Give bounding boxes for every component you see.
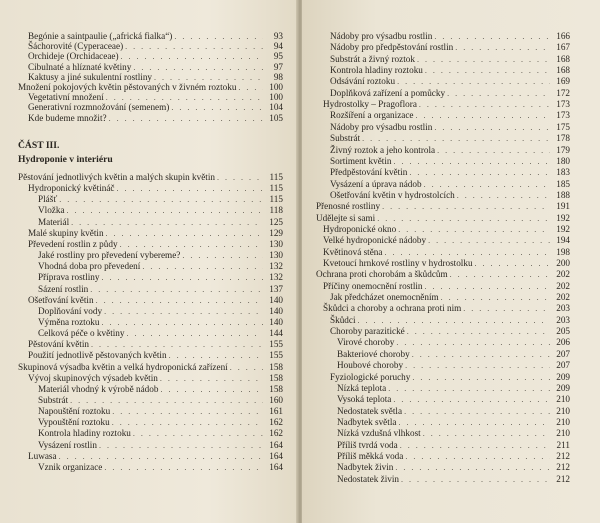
toc-page-number: 200 (556, 258, 570, 268)
toc-entry (337, 359, 570, 371)
toc-entry-title: Udělejte si sami (316, 212, 376, 223)
toc-entry-title: Nádoby pro výsadbu rostlin (330, 31, 433, 41)
toc-entry-title: Nadbytek světla (337, 416, 397, 427)
toc-entry-title: Kaktusy a jiné sukulentní rostliny (28, 71, 153, 82)
toc-entry-title: Nadbytek živin (337, 462, 394, 473)
toc-entry (337, 473, 570, 485)
toc-page-number: 125 (269, 216, 283, 227)
toc-entry-title: Vznik organizace (38, 461, 103, 472)
toc-entry (330, 132, 570, 144)
toc-entry-title: Substrát a živný roztok (330, 53, 415, 64)
toc-entry-title: Fyziologické poruchy (330, 371, 411, 382)
toc-entry-title: Nedostatek světla (337, 405, 403, 416)
toc-page-number: 158 (269, 383, 283, 394)
toc-page-number: 162 (269, 428, 283, 439)
toc-entry (323, 246, 570, 258)
toc-entry-title: Nízká vzdušná vlhkost (337, 428, 421, 439)
toc-page-number: 172 (556, 87, 570, 98)
toc-page-number: 173 (556, 110, 570, 121)
toc-page-number: 209 (556, 382, 570, 393)
toc-page-number: 130 (269, 250, 283, 261)
toc-page-number: 207 (556, 360, 570, 371)
toc-entry-title: Použití jednotlivě pěstovaných květin (28, 350, 167, 361)
toc-entry (330, 189, 570, 201)
toc-page-number: 158 (269, 372, 283, 383)
toc-page-number: 202 (556, 269, 570, 280)
toc-page-number: 212 (556, 450, 570, 461)
toc-entry-title: Kde budeme množit? (28, 112, 107, 123)
toc-page-number: 140 (269, 316, 283, 327)
toc-entry-title: Rozšíření a organizace (330, 110, 414, 121)
toc-entry (323, 302, 570, 314)
toc-entry (337, 439, 570, 451)
toc-page-number: 210 (556, 394, 570, 405)
toc-entry (337, 416, 570, 428)
toc-entry-title: Příliš tvrdá voda (337, 439, 398, 450)
toc-entry-title: Jaké rostliny pro převedení vybereme? (38, 250, 181, 261)
toc-entry-title: Kontrola hladiny roztoku (38, 428, 131, 439)
toc-entry (337, 450, 570, 462)
toc-entry-title: Doplňková zařízení a pomůcky (330, 87, 446, 98)
toc-entry-title: Luwasa (28, 450, 57, 461)
toc-entry (323, 223, 570, 235)
toc-entry (330, 166, 570, 178)
toc-entry (337, 336, 570, 348)
toc-page-number: 205 (556, 326, 570, 337)
toc-entry (316, 268, 570, 280)
toc-page-number: 183 (556, 167, 570, 178)
toc-page-number: 94 (273, 41, 283, 52)
toc-page-number: 175 (556, 121, 570, 132)
toc-entry-title: Vývoj skupinových výsadeb květin (28, 372, 158, 383)
toc-entry-title: Živný roztok a jeho kontrola (330, 144, 436, 155)
toc-entry-title: Doplňování vody (38, 305, 103, 316)
toc-page-number: 166 (556, 31, 570, 41)
toc-entry (330, 41, 570, 53)
toc-page-number: 160 (269, 395, 283, 405)
toc-entry (330, 178, 570, 190)
toc-page-number: 192 (556, 223, 570, 234)
toc-page-number: 132 (269, 272, 283, 283)
toc-entry-title: Hydrostolky – Pragoflora (323, 99, 417, 110)
toc-entry-title: Hydroponický květináč (28, 183, 115, 194)
toc-page-number: 162 (269, 417, 283, 428)
toc-entry (28, 112, 283, 124)
toc-entry-title: Malé skupiny květin (28, 227, 104, 238)
toc-page-number: 115 (269, 172, 283, 182)
toc-entry-title: Nádoby pro předpěstování rostlin (330, 42, 454, 53)
toc-page-number: 185 (556, 178, 570, 189)
toc-entry-title: Plášť (38, 194, 58, 205)
toc-entry-title: Ochrana proti chorobám a škůdcům (316, 269, 448, 280)
toc-page-number: 210 (556, 428, 570, 439)
toc-entry-title: Vysázení rostlin (38, 439, 97, 450)
toc-entry-title: Vypouštění roztoku (38, 417, 110, 428)
toc-page-number: 105 (269, 112, 283, 123)
toc-entry (337, 461, 570, 473)
toc-entry-title: Ošetřování květin v hydrostolcích (330, 189, 455, 200)
part-title: ČÁST III. (18, 140, 60, 151)
toc-entry-title: Výměna roztoku (38, 316, 100, 327)
toc-entry (337, 382, 570, 394)
toc-entry-title: Množení pokojových květin pěstovaných v živném roztoku (18, 82, 237, 92)
toc-page-number: 188 (556, 189, 570, 200)
toc-entry-title: Sázení rostlin (38, 283, 89, 294)
toc-page-number: 144 (269, 328, 283, 339)
toc-entry (38, 461, 283, 473)
toc-entry-title: Materiál vhodný k výrobě nádob (38, 383, 159, 394)
toc-page-number: 178 (556, 133, 570, 144)
toc-page-number: 179 (556, 144, 570, 155)
toc-page-number: 158 (269, 361, 283, 372)
toc-entry-title: Škůdci a choroby a ochrana proti nim (323, 303, 462, 314)
toc-page-number: 194 (556, 235, 570, 246)
toc-entry-title: Celková péče o květiny (38, 328, 125, 339)
toc-page-number: 167 (556, 42, 570, 53)
toc-entry (337, 427, 570, 439)
toc-page-number: 168 (556, 53, 570, 64)
toc-entry-title: Velké hydroponické nádoby (323, 235, 427, 246)
toc-entry-title: Choroby parazitické (330, 326, 405, 337)
toc-entry (330, 75, 570, 87)
toc-page-number: 97 (273, 61, 283, 72)
toc-entry (330, 144, 570, 156)
toc-entry-title: Skupinová výsadba květin a velká hydroponická zařízení (18, 361, 228, 372)
toc-page-number: 155 (269, 339, 283, 350)
toc-entry-title: Houbové choroby (337, 360, 404, 371)
toc-page-number: 203 (556, 303, 570, 314)
toc-page-number: 98 (273, 71, 283, 82)
toc-page-number: 202 (556, 292, 570, 303)
toc-page-number: 169 (556, 76, 570, 87)
toc-entry (330, 53, 570, 65)
toc-page-number: 164 (269, 450, 283, 461)
toc-entry (323, 257, 570, 269)
toc-entry-title: Vysázení a úprava nádob (330, 178, 422, 189)
toc-entry-title: Begónie a saintpaulie („africká fialka“) (28, 31, 173, 41)
toc-page-number: 173 (556, 99, 570, 110)
toc-entry-title: Bakteriové choroby (337, 348, 410, 359)
toc-entry-title: Pěstování jednotlivých květin a malých skupin květin (18, 172, 215, 182)
toc-entry (323, 234, 570, 246)
toc-entry (330, 121, 570, 133)
toc-entry-title: Vhodná doba pro převedení (38, 261, 141, 272)
toc-page-number: 104 (269, 102, 283, 113)
toc-entry-title: Pěstování květin (28, 339, 89, 350)
toc-page-number: 164 (269, 461, 283, 472)
toc-page-number: 137 (269, 283, 283, 294)
toc-page-number: 210 (556, 405, 570, 416)
toc-entry-title: Jak předcházet onemocněním (330, 292, 439, 303)
toc-entry-title: Nádoby pro výsadbu rostlin (330, 121, 433, 132)
toc-entry-title: Předpěstování květin (330, 167, 408, 178)
toc-page-number: 180 (556, 155, 570, 166)
toc-entry-title: Vegetativní množení (28, 92, 104, 103)
toc-page-number: 212 (556, 473, 570, 484)
toc-entry-title: Příčiny onemocnění rostlin (323, 280, 423, 291)
toc-page-number: 115 (269, 194, 283, 205)
toc-entry-title: Vložka (38, 205, 65, 216)
toc-entry-title: Virové choroby (337, 337, 395, 348)
toc-page-number: 168 (556, 65, 570, 76)
toc-entry-title: Přenosné rostliny (316, 201, 381, 212)
toc-entry-title: Cibulnaté a hlíznaté květiny (28, 61, 132, 72)
left-page (0, 0, 298, 523)
toc-entry-title: Substrát (38, 395, 69, 405)
toc-page-number: 198 (556, 246, 570, 257)
toc-page-number: 130 (269, 238, 283, 249)
toc-entry-title: Kontrola hladiny roztoku (330, 65, 423, 76)
toc-entry-title: Substrát (330, 133, 361, 144)
toc-entry-title: Odsávání roztoku (330, 76, 396, 87)
toc-entry-title: Napouštění roztoku (38, 406, 111, 417)
toc-leader-dots (104, 462, 263, 474)
toc-entry-title: Kvetoucí hrnkové rostliny v hydrostolku (323, 258, 473, 268)
toc-entry-title: Příprava rostliny (38, 272, 100, 283)
toc-page-number: 115 (269, 183, 283, 194)
toc-entry-title: Sortiment květin (330, 155, 392, 166)
toc-page-number: 100 (269, 82, 283, 92)
toc-page-number: 207 (556, 348, 570, 359)
toc-entry-title: Ošetřování květin (28, 294, 94, 305)
toc-entry-title: Materiál (38, 216, 70, 227)
toc-entry-title: Nízká teplota (337, 382, 387, 393)
toc-entry (316, 212, 570, 224)
toc-page-number: 209 (556, 371, 570, 382)
toc-entry-title: Nedostatek živin (337, 473, 399, 484)
toc-entry-title: Škůdci (330, 314, 356, 325)
toc-entry-title: Převedení rostlin z půdy (28, 238, 118, 249)
right-page (302, 0, 600, 523)
toc-entry (330, 291, 570, 303)
toc-entry (330, 371, 570, 383)
toc-entry-title: Příliš měkká voda (337, 450, 404, 461)
toc-page-number: 95 (273, 51, 283, 62)
toc-entry (337, 393, 570, 405)
toc-entry (330, 155, 570, 167)
toc-leader-dots (109, 113, 263, 125)
toc-page-number: 118 (269, 205, 283, 216)
toc-entry (316, 200, 570, 212)
toc-entry (330, 109, 570, 121)
toc-entry (330, 314, 570, 326)
toc-page-number: 155 (269, 350, 283, 361)
toc-leader-dots (401, 474, 550, 486)
toc-entry (337, 405, 570, 417)
toc-page-number: 129 (269, 227, 283, 238)
toc-page-number: 203 (556, 314, 570, 325)
toc-page-number: 192 (556, 212, 570, 223)
toc-page-number: 211 (556, 439, 570, 450)
toc-entry-title: Orchideje (Orchidaceae) (28, 51, 119, 62)
toc-entry (337, 348, 570, 360)
toc-page-number: 161 (269, 406, 283, 417)
toc-entry-title: Květinová stěna (323, 246, 383, 257)
toc-page-number: 140 (269, 294, 283, 305)
toc-entry-title: Hydroponické okno (323, 223, 397, 234)
toc-page-number: 202 (556, 280, 570, 291)
toc-page-number: 206 (556, 337, 570, 348)
toc-page-number: 100 (269, 92, 283, 103)
toc-page-number: 210 (556, 416, 570, 427)
toc-entry-title: Generativní rozmnožování (semenem) (28, 102, 170, 113)
toc-page-number: 132 (269, 261, 283, 272)
toc-entry (323, 98, 570, 110)
toc-entry (330, 87, 570, 99)
toc-entry (330, 30, 570, 42)
toc-page-number: 93 (273, 31, 283, 41)
toc-entry-title: Vysoká teplota (337, 394, 392, 405)
toc-page-number: 212 (556, 462, 570, 473)
toc-entry (330, 64, 570, 76)
toc-entry (330, 325, 570, 337)
toc-page-number: 164 (269, 439, 283, 450)
toc-page-number: 191 (556, 201, 570, 212)
toc-page-number: 140 (269, 305, 283, 316)
toc-entry-title: Šáchorovité (Cyperaceae) (28, 41, 124, 52)
part-subtitle: Hydroponie v interiéru (18, 154, 113, 165)
toc-entry (323, 280, 570, 292)
